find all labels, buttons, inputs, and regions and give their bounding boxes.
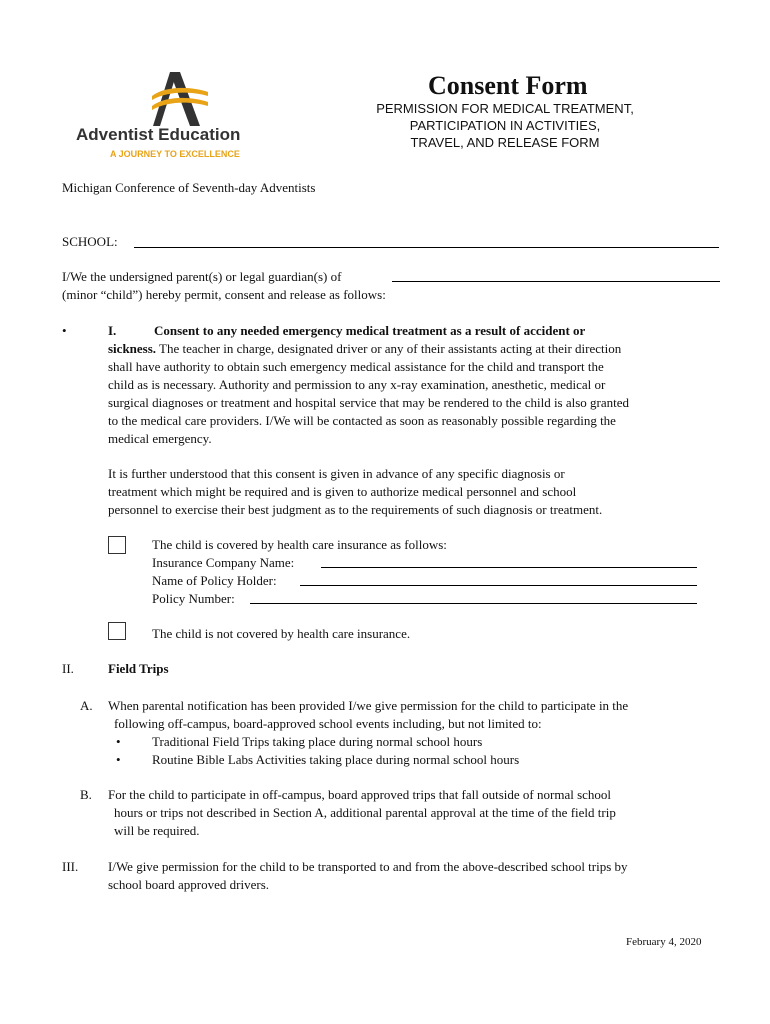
section-2a-bullet-item: Routine Bible Labs Activities taking place during normal school hours — [152, 752, 520, 767]
section-3-line: I/We give permission for the child to be transported to and from the above-described school trips by — [108, 859, 628, 874]
section-2-heading: Field Trips — [108, 661, 169, 676]
guardian-line-2: (minor “child”) hereby permit, consent and release as follows: — [62, 287, 386, 302]
section-1-heading: Consent to any needed emergency medical treatment as a result of accident or — [154, 323, 586, 338]
conference-name: Michigan Conference of Seventh-day Adventists — [62, 180, 316, 195]
insured-checkbox[interactable] — [108, 536, 126, 554]
subtitle-line: PARTICIPATION IN ACTIVITIES, — [409, 118, 601, 133]
form-subtitle — [340, 100, 670, 151]
policy-holder-input[interactable] — [300, 585, 697, 586]
school-input[interactable] — [134, 247, 719, 248]
section-1-number: I. — [108, 323, 117, 338]
paragraph-line: personnel to exercise their best judgment as to the requirements of such diagnosis or treatment. — [108, 502, 603, 517]
bullet-icon: • — [116, 734, 121, 749]
body-line: surgical diagnoses or treatment and hospital service that may be rendered to the child is also granted — [108, 395, 630, 410]
section-1-bullet: • — [62, 323, 67, 338]
form-title: Consent Form — [428, 71, 588, 100]
paragraph-line: treatment which might be required and is given to authorize medical personnel and school — [108, 484, 577, 499]
adventist-education-logo — [72, 70, 282, 165]
not-insured-checkbox[interactable] — [108, 622, 126, 640]
section-2b-letter: B. — [80, 787, 92, 802]
section-2a-line: following off-campus, board-approved school events including, but not limited to: — [114, 716, 542, 731]
bullet-icon: • — [116, 752, 121, 767]
section-1-heading-end: sickness. — [108, 341, 157, 356]
subtitle-line: TRAVEL, AND RELEASE FORM — [410, 135, 600, 150]
section-2a-bullet-item: Traditional Field Trips taking place during normal school hours — [152, 734, 483, 749]
body-line: medical emergency. — [108, 431, 212, 446]
school-label: SCHOOL: — [62, 234, 118, 249]
body-line: child as is necessary. Authority and permission to any x-ray examination, anesthetic, medical or — [108, 377, 606, 392]
section-2a-letter: A. — [80, 698, 93, 713]
insurance-company-label: Insurance Company Name: — [152, 555, 295, 570]
policy-number-label: Policy Number: — [152, 591, 235, 606]
section-2-number: II. — [62, 661, 74, 676]
section-2b-line: hours or trips not described in Section A, additional parental approval at the time of the field trip — [114, 805, 616, 820]
section-1-paragraph-2 — [108, 465, 728, 519]
child-name-input[interactable] — [392, 281, 720, 282]
revision-date: February 4, 2020 — [626, 936, 702, 948]
body-line: The teacher in charge, designated driver or any of their assistants acting at their direction — [156, 341, 622, 356]
insured-label: The child is covered by health care insurance as follows: — [152, 537, 447, 552]
logo-mark-icon — [150, 70, 210, 128]
section-2b-line: will be required. — [114, 823, 200, 838]
body-line: to the medical care providers. I/We will be contacted as soon as reasonably possible regarding the — [108, 413, 616, 428]
section-3-number: III. — [62, 859, 79, 874]
policy-holder-label: Name of Policy Holder: — [152, 573, 277, 588]
section-3-line: school board approved drivers. — [108, 877, 270, 892]
section-1-body — [108, 340, 728, 448]
section-2b-line: For the child to participate in off-campus, board approved trips that fall outside of normal school — [108, 787, 612, 802]
policy-number-input[interactable] — [250, 603, 697, 604]
guardian-line-1: I/We the undersigned parent(s) or legal guardian(s) of — [62, 269, 342, 284]
paragraph-line: It is further understood that this consent is given in advance of any specific diagnosis or — [108, 466, 565, 481]
subtitle-line: PERMISSION FOR MEDICAL TREATMENT, — [376, 101, 634, 116]
not-insured-label: The child is not covered by health care insurance. — [152, 626, 411, 641]
logo-tagline: A JOURNEY TO EXCELLENCE — [110, 149, 240, 159]
section-2a-line: When parental notification has been provided I/we give permission for the child to participate in the — [108, 698, 629, 713]
body-line: shall have authority to obtain such emergency medical assistance for the child and transport the — [108, 359, 604, 374]
insurance-company-input[interactable] — [321, 567, 697, 568]
logo-name: Adventist Education — [76, 125, 241, 144]
